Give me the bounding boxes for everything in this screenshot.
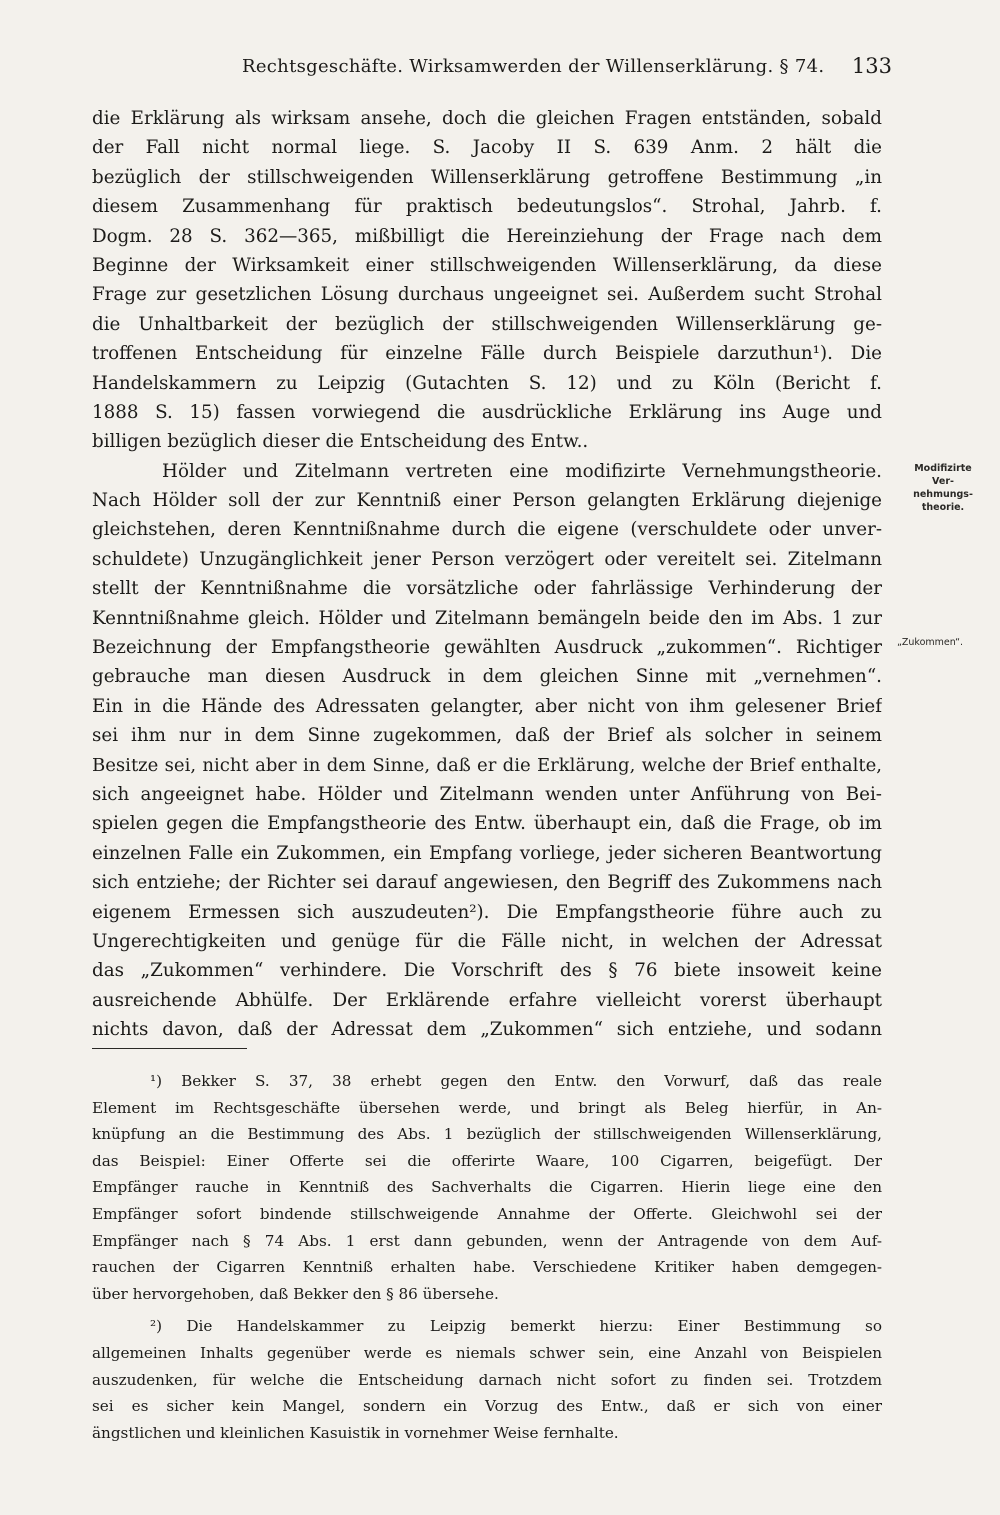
margin-note-line: nehmungs-	[913, 489, 973, 500]
text-line: gleichstehen, deren Kenntnißnahme durch die eigene (verschuldete oder unver-	[92, 519, 882, 541]
text-line: Kenntnißnahme gleich. Hölder und Zitelmann bemängeln beide den im Abs. 1 zur	[92, 607, 882, 629]
text-line: Bezeichnung der Empfangstheorie gewählten Ausdruck „zukommen“. Richtiger	[92, 637, 882, 659]
text-line: gebrauche man diesen Ausdruck in dem gleichen Sinne mit „vernehmen“.	[92, 666, 882, 688]
text-line: die Erklärung als wirksam ansehe, doch die gleichen Fragen entständen, sobald	[92, 108, 882, 129]
text-line: Dogm. 28 S. 362—365, mißbilligt die Hereinziehung der Frage nach dem	[92, 225, 882, 247]
text-line: nichts davon, daß der Adressat dem „Zukommen“ sich entziehe, und sodann	[92, 1019, 882, 1041]
text-line: Hölder und Zitelmann vertreten eine modifizirte Vernehmungstheorie.	[162, 460, 882, 482]
text-line: Frage zur gesetzlichen Lösung durchaus ungeeignet sei. Außerdem sucht Strohal	[92, 284, 882, 306]
text-line: stellt der Kenntnißnahme die vorsätzliche oder fahrlässige Verhinderung der	[92, 578, 882, 600]
text-line: der Fall nicht normal liege. S. Jacoby II S. 639 Anm. 2 hält die	[92, 137, 882, 159]
text-line: spielen gegen die Empfangstheorie des Entw. überhaupt ein, daß die Frage, ob im	[92, 813, 882, 835]
footnote-line: rauchen der Cigarren Kenntniß erhalten habe. Verschiedene Kritiker haben demgegen-	[92, 1258, 882, 1277]
footnote-line: auszudenken, für welche die Entscheidung darnach nicht sofort zu finden sei. Trotzdem	[92, 1370, 882, 1389]
margin-note-modified-theory	[898, 462, 988, 514]
footnote-line: Element im Rechtsgeschäfte übersehen werde, und bringt als Beleg hierfür, in An-	[92, 1098, 882, 1117]
footnote-line: das Beispiel: Einer Offerte sei die offerirte Waare, 100 Cigarren, beigefügt. Der	[92, 1151, 882, 1170]
text-line: troffenen Entscheidung für einzelne Fälle durch Beispiele darzuthun¹). Die	[92, 343, 882, 365]
footnote-line: Empfänger sofort bindende stillschweigende Annahme der Offerte. Gleichwohl sei der	[92, 1204, 882, 1223]
text-line: schuldete) Unzugänglichkeit jener Person verzögert oder vereitelt sei. Zitelmann	[92, 548, 882, 570]
text-line: bezüglich der stillschweigenden Willenserklärung getroffene Bestimmung „in	[92, 166, 882, 188]
text-line: diesem Zusammenhang für praktisch bedeutungslos“. Strohal, Jahrb. f.	[92, 196, 882, 218]
footnote-line: ängstlichen und kleinlichen Kasuistik in vornehmer Weise fernhalte.	[92, 1423, 619, 1442]
text-line: billigen bezüglich dieser die Entscheidung des Entw..	[92, 431, 589, 453]
footnotes	[92, 1068, 882, 1446]
page-header	[92, 50, 892, 90]
text-line: die Unhaltbarkeit der bezüglich der stillschweigenden Willenserklärung ge-	[92, 313, 882, 335]
main-text	[92, 104, 882, 1045]
text-line: eigenem Ermessen sich auszudeuten²). Die Empfangstheorie führe auch zu	[92, 901, 882, 923]
footnote-line: Empfänger nach § 74 Abs. 1 erst dann gebunden, wenn der Antragende von dem Auf-	[92, 1231, 882, 1250]
footnote-line: allgemeinen Inhalts gegenüber werde es niemals schwer sein, eine Anzahl von Beispielen	[92, 1343, 882, 1362]
footnote-divider	[92, 1048, 247, 1049]
text-line: das „Zukommen“ verhindere. Die Vorschrift des § 76 biete insoweit keine	[92, 960, 882, 982]
running-head: Rechtsgeschäfte. Wirksamwerden der Willenserklärung. § 74.	[242, 56, 825, 77]
text-line: Ein in die Hände des Adressaten gelangter, aber nicht von ihm gelesener Brief	[92, 695, 882, 717]
text-line: sich entziehe; der Richter sei darauf angewiesen, den Begriff des Zukommens nach	[92, 872, 882, 894]
footnote-line: ¹) Bekker S. 37, 38 erhebt gegen den Entw. den Vorwurf, daß das reale	[150, 1072, 882, 1090]
text-line: sei ihm nur in dem Sinne zugekommen, daß der Brief als solcher in seinem	[92, 725, 882, 747]
text-line: 1888 S. 15) fassen vorwiegend die ausdrückliche Erklärung ins Auge und	[92, 401, 882, 423]
margin-note-line: Ver-	[932, 476, 954, 487]
text-line: sich angeeignet habe. Hölder und Zitelmann wenden unter Anführung von Bei-	[92, 783, 882, 805]
margin-note-line: theorie.	[921, 502, 965, 513]
footnote-line: sei es sicher kein Mangel, sondern ein Vorzug des Entw., daß er sich von einer	[92, 1397, 882, 1416]
text-line: ausreichende Abhülfe. Der Erklärende erfahre vielleicht vorerst überhaupt	[92, 989, 882, 1011]
text-line: Handelskammern zu Leipzig (Gutachten S. 12) und zu Köln (Bericht f.	[92, 372, 882, 394]
text-line: Nach Hölder soll der zur Kenntniß einer Person gelangten Erklärung diejenige	[92, 490, 882, 512]
text-line: Ungerechtigkeiten und genüge für die Fälle nicht, in welchen der Adressat	[92, 930, 882, 952]
footnote-line: knüpfung an die Bestimmung des Abs. 1 bezüglich der stillschweigenden Willenserklärung,	[92, 1125, 882, 1144]
text-line: Beginne der Wirksamkeit einer stillschweigenden Willenserklärung, da diese	[92, 254, 882, 276]
margin-note-line: Modifizirte	[914, 463, 972, 474]
footnote-line: über hervorgehoben, daß Bekker den § 86 übersehe.	[92, 1284, 499, 1303]
footnote-line: ²) Die Handelskammer zu Leipzig bemerkt hierzu: Einer Bestimmung so	[150, 1317, 882, 1336]
margin-note-zukommen: „Zukommen“.	[896, 637, 964, 648]
footnote-line: Empfänger rauche in Kenntniß des Sachverhalts die Cigarren. Hierin liege eine den	[92, 1178, 882, 1197]
page-number: 133	[851, 54, 892, 78]
text-line: einzelnen Falle ein Zukommen, ein Empfang vorliege, jeder sicheren Beantwortung	[92, 842, 882, 864]
text-line: Besitze sei, nicht aber in dem Sinne, daß er die Erklärung, welche der Brief enthalte,	[92, 754, 882, 776]
